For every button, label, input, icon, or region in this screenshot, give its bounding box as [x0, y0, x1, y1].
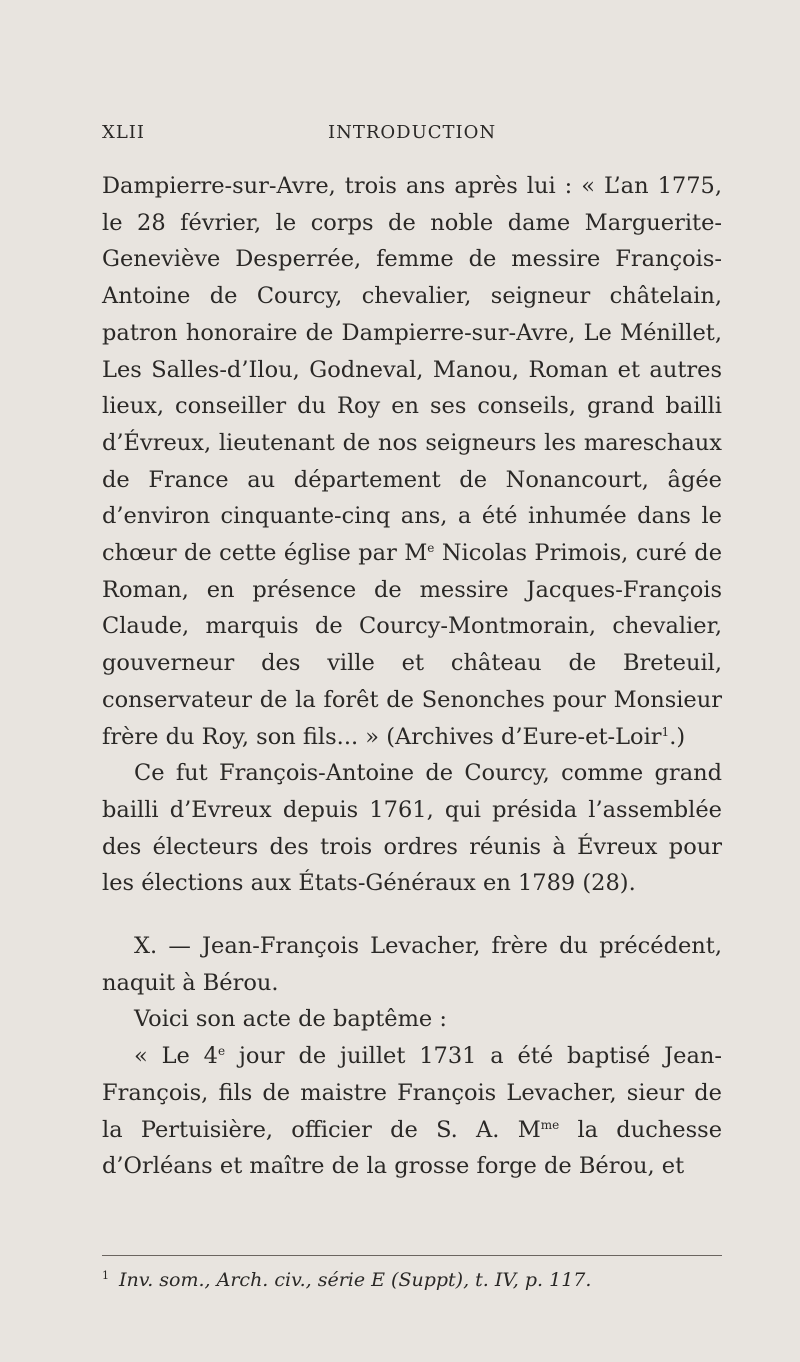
text-run: la duchesse d’Orléans et maître de la grosse forge de Bérou, et [102, 1116, 723, 1180]
paragraph-p3 [102, 928, 722, 1001]
paragraph-p1 [102, 168, 722, 755]
superscript: e [427, 541, 435, 556]
footnote-rule [102, 1255, 722, 1256]
text-run: jour de juillet 1731 a été baptisé Jean-François, fils de maistre François Levacher, sieur de la Pertuisière, officier de S. A. M [102, 1043, 722, 1143]
footnote-text: Inv. som., Arch. civ., série E (Suppt), t. IV, p. 117. [119, 1269, 592, 1291]
superscript: 1 [661, 724, 670, 739]
body-text [102, 168, 722, 1185]
text-run: « Le 4 [134, 1043, 218, 1070]
text-run: Dampierre-sur-Avre, trois ans après lui : « L’an 1775, le 28 février, le corps de noble dame Marguerite-Geneviève Desperrée, femme de messire François-Antoine de Courcy, chevalier, seigneur châtelain, patron honoraire de Dampierre-sur-Avre, Le Ménillet, Les Salles-d’Ilou, Godneval, Manou, Roman et autres lieux, conseiller du Roy en ses conseils, grand bailli d’Évreux, lieutenant de nos seigneurs les mareschaux de France au département de Nonancourt, âgée d’environ cinquante-cinq ans, a été inhumée dans le chœur de cette église par M [102, 173, 722, 567]
text-run: Voici son acte de baptême : [134, 1006, 447, 1033]
superscript: e [217, 1044, 226, 1059]
paragraph-p5 [102, 1038, 722, 1185]
text-run: X. — Jean-François Levacher, frère du précédent, naquit à Bérou. [102, 933, 722, 996]
paragraph-p4 [102, 1001, 722, 1038]
page-header [102, 122, 722, 152]
footnote-mark: 1 [102, 1269, 109, 1282]
text-run: .) [669, 723, 686, 750]
text-run: Nicolas Primois, curé de Roman, en présence de messire Jacques-François Claude, marquis de Courcy-Montmorain, chevalier, gouverneur des ville et château de Breteuil, conservateur de la forêt de Senonches pour Monsieur frère du Roy, son fils... » (Archives d’Eure-et-Loir [102, 540, 723, 750]
superscript: me [540, 1117, 560, 1132]
footnote [102, 1261, 722, 1295]
text-run: Ce fut François-Antoine de Courcy, comme grand bailli d’Evreux depuis 1761, qui présida l’assemblée des électeurs des trois ordres réunis à Évreux pour les élections aux États-Généraux en 1789 (28). [102, 760, 722, 897]
page-number: XLII [102, 122, 145, 143]
running-title: INTRODUCTION [328, 122, 497, 143]
paragraph-p2 [102, 755, 722, 902]
